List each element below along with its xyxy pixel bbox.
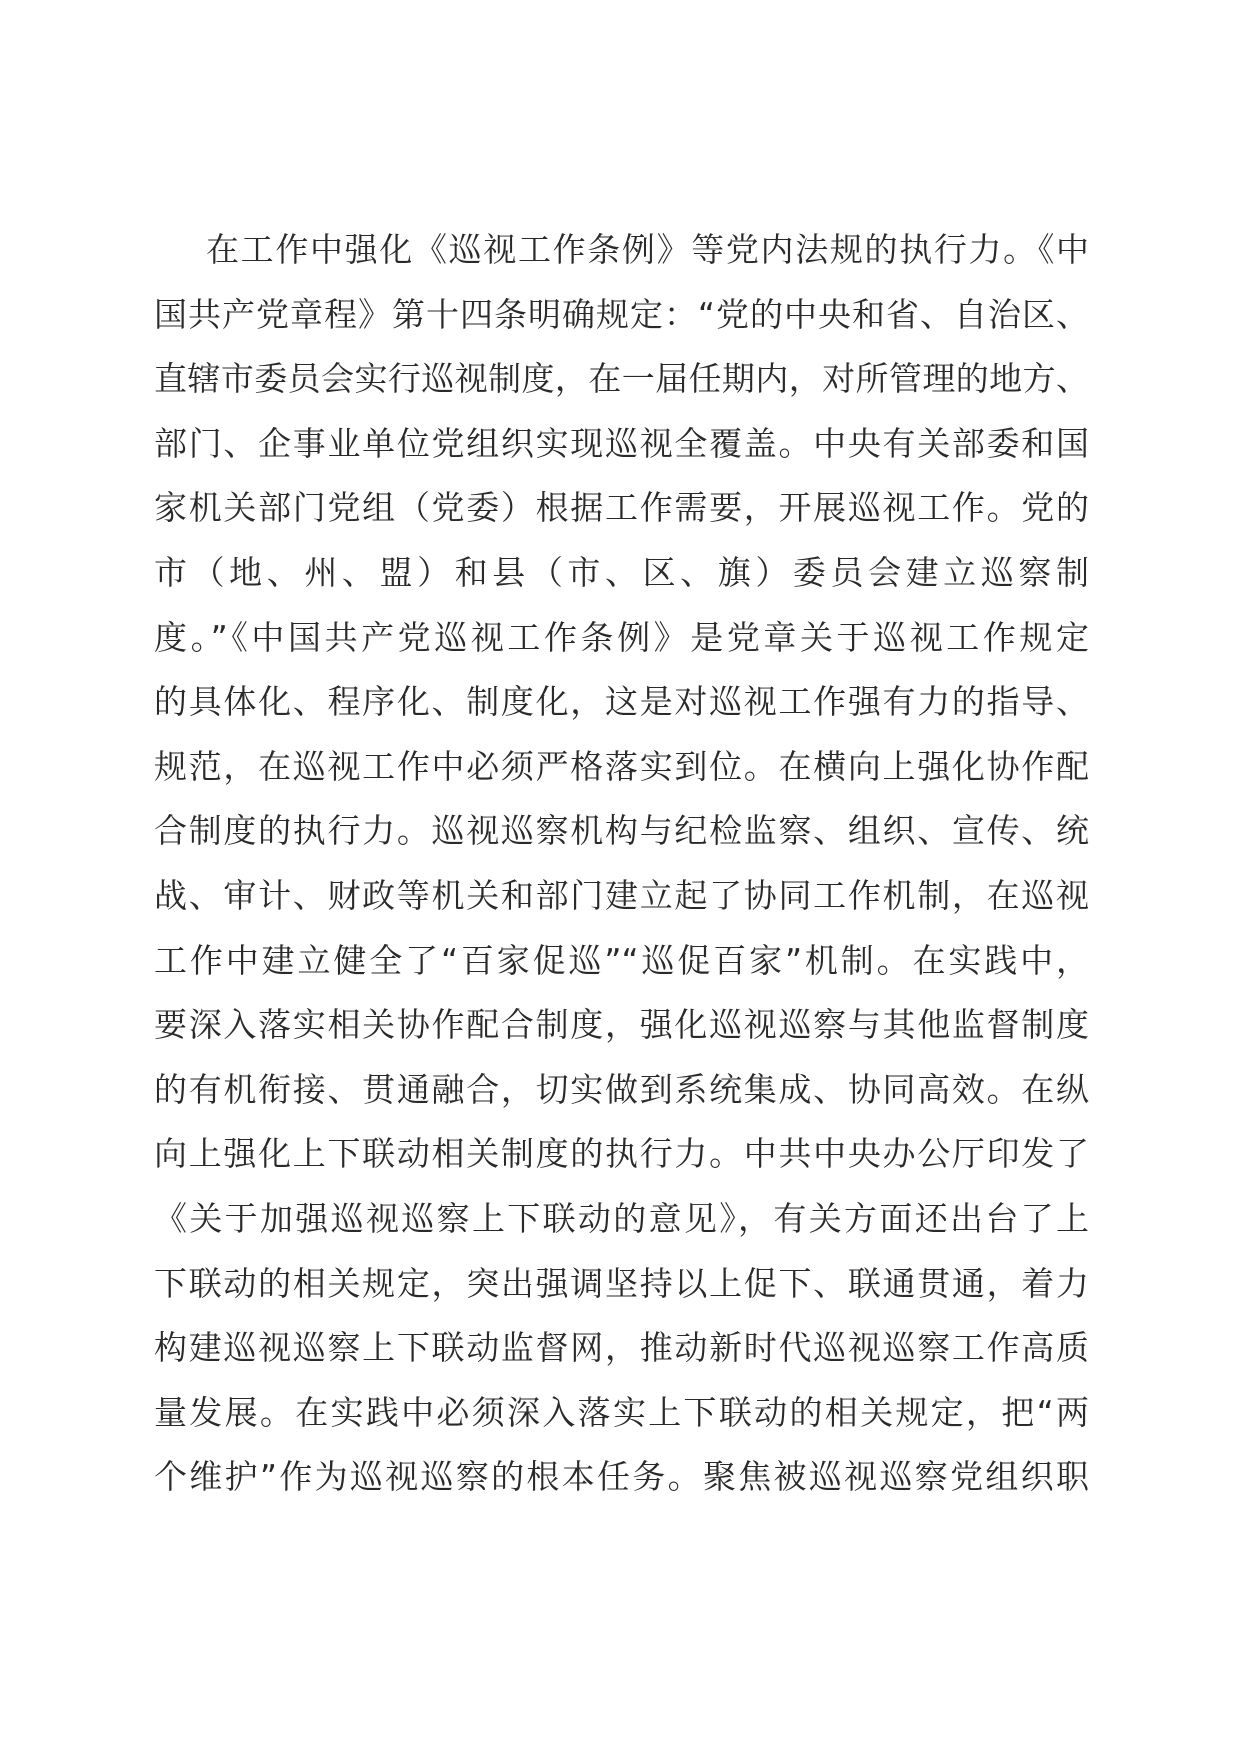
text-line: 的具体化、程序化、制度化，这是对巡视工作强有力的指导、 — [154, 682, 1089, 722]
text-line: 要深入落实相关协作配合制度，强化巡视巡察与其他监督制度 — [154, 1005, 1089, 1045]
text-line: 合制度的执行力。巡视巡察机构与纪检监察、组织、宣传、统 — [154, 811, 1089, 851]
text-line: 直辖市委员会实行巡视制度，在一届任期内，对所管理的地方、 — [154, 359, 1089, 399]
text-line: 构建巡视巡察上下联动监督网，推动新时代巡视巡察工作高质 — [154, 1328, 1089, 1368]
text-line: 部门、企事业单位党组织实现巡视全覆盖。中央有关部委和国 — [154, 423, 1089, 463]
text-line: 规范，在巡视工作中必须严格落实到位。在横向上强化协作配 — [154, 746, 1089, 786]
text-line: 工作中建立健全了“百家促巡”“巡促百家”机制。在实践中， — [154, 940, 1089, 980]
text-line: 度。”《中国共产党巡视工作条例》是党章关于巡视工作规定 — [154, 617, 1089, 657]
text-line: 在工作中强化《巡视工作条例》等党内法规的执行力。《中 — [206, 230, 1089, 269]
text-line: 个维护”作为巡视巡察的根本任务。聚焦被巡视巡察党组织职 — [154, 1457, 1089, 1497]
text-line: 的有机衔接、贯通融合，切实做到系统集成、协同高效。在纵 — [154, 1069, 1089, 1109]
text-line: 《关于加强巡视巡察上下联动的意见》，有关方面还出台了上 — [154, 1198, 1089, 1238]
text-line: 向上强化上下联动相关制度的执行力。中共中央办公厅印发了 — [154, 1134, 1089, 1174]
text-line: 家机关部门党组（党委）根据工作需要，开展巡视工作。党的 — [154, 488, 1089, 528]
text-line: 战、审计、财政等机关和部门建立起了协同工作机制，在巡视 — [154, 875, 1089, 915]
text-line: 量发展。在实践中必须深入落实上下联动的相关规定，把“两 — [154, 1392, 1089, 1432]
body-paragraph — [154, 218, 1089, 1510]
text-line: 国共产党章程》第十四条明确规定：“党的中央和省、自治区、 — [154, 294, 1089, 334]
text-line: 下联动的相关规定，突出强调坚持以上促下、联通贯通，着力 — [154, 1263, 1089, 1303]
text-line: 市（地、州、盟）和县（市、区、旗）委员会建立巡察制 — [154, 552, 1089, 592]
